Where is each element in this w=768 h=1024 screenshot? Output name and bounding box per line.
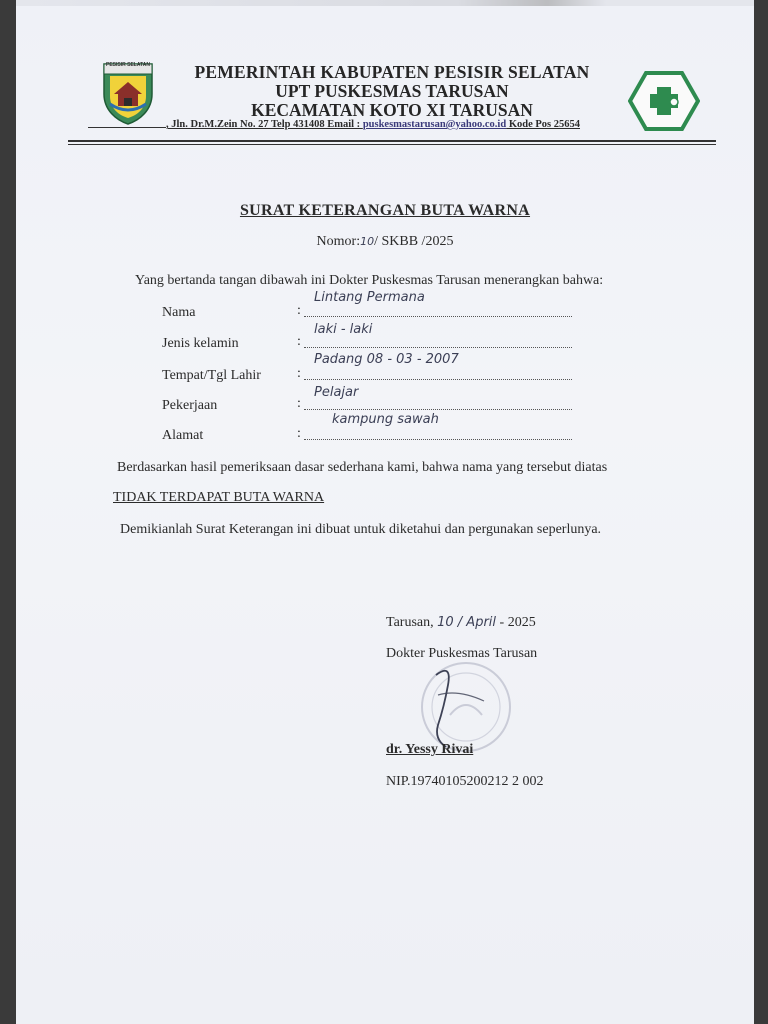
- year-text: - 2025: [496, 615, 536, 630]
- postcode-text: Kode Pos 25654: [506, 119, 580, 130]
- signature-place-date: [386, 615, 536, 631]
- field-value: laki - laki: [314, 322, 373, 337]
- intro-text: Yang bertanda tangan dibawah ini Dokter Puskesmas Tarusan menerangkan bahwa:: [135, 273, 604, 288]
- letter-page: [16, 0, 754, 1024]
- letter-number: [16, 234, 754, 250]
- number-handwritten: 10: [360, 235, 375, 248]
- email-link[interactable]: puskesmastarusan@yahoo.co.id: [362, 119, 507, 130]
- letterhead-rule-thin: [68, 144, 716, 145]
- number-prefix: Nomor:: [316, 234, 361, 249]
- basis-text: Berdasarkan hasil pemeriksaan dasar sederhana kami, bahwa nama yang tersebut diatas: [117, 460, 608, 475]
- field-colon: :: [297, 426, 301, 441]
- field-colon: :: [297, 396, 301, 411]
- closing-text: Demikianlah Surat Keterangan ini dibuat untuk diketahui dan pergunakan seperlunya.: [120, 522, 602, 537]
- field-value: Padang 08 - 03 - 2007: [314, 352, 459, 367]
- number-suffix: / SKBB /2025: [374, 234, 454, 249]
- field-label: Pekerjaan: [162, 398, 218, 413]
- field-colon: :: [297, 366, 301, 381]
- letterhead-address: [166, 119, 580, 130]
- field-label: Jenis kelamin: [162, 336, 239, 351]
- signatory-nip: NIP.19740105200212 2 002: [386, 774, 544, 789]
- letterhead-institution: UPT PUSKESMAS TARUSAN: [275, 81, 509, 101]
- field-colon: :: [297, 334, 301, 349]
- date-handwritten: 10 / April: [437, 615, 497, 630]
- signatory-name: dr. Yessy Rivai: [386, 742, 474, 757]
- letterhead-rule-thick: [68, 140, 716, 142]
- field-dotted-line: [304, 365, 572, 380]
- letter-title: SURAT KETERANGAN BUTA WARNA: [239, 202, 531, 219]
- field-dotted-line: [304, 425, 572, 440]
- place-text: Tarusan,: [386, 615, 438, 630]
- field-label: Alamat: [162, 428, 204, 443]
- field-label: Nama: [162, 305, 196, 320]
- address-text: , Jln. Dr.M.Zein No. 27 Telp 431408 Email :: [166, 119, 363, 130]
- field-label: Tempat/Tgl Lahir: [162, 368, 261, 383]
- official-stamp-icon: [388, 655, 530, 755]
- emblem-lettering: PESISIR SELATAN: [106, 62, 150, 68]
- letterhead-government: PEMERINTAH KABUPATEN PESISIR SELATAN: [194, 62, 590, 82]
- field-value: kampung sawah: [332, 412, 439, 427]
- field-value: Lintang Permana: [314, 290, 425, 305]
- result-text: TIDAK TERDAPAT BUTA WARNA: [113, 490, 325, 505]
- page-top-shadow: [16, 0, 754, 6]
- field-colon: :: [297, 303, 301, 318]
- field-value: Pelajar: [314, 385, 359, 400]
- address-lead-rule: [88, 127, 166, 128]
- letterhead-district: KECAMATAN KOTO XI TARUSAN: [251, 100, 533, 120]
- signatory-role: Dokter Puskesmas Tarusan: [386, 646, 538, 661]
